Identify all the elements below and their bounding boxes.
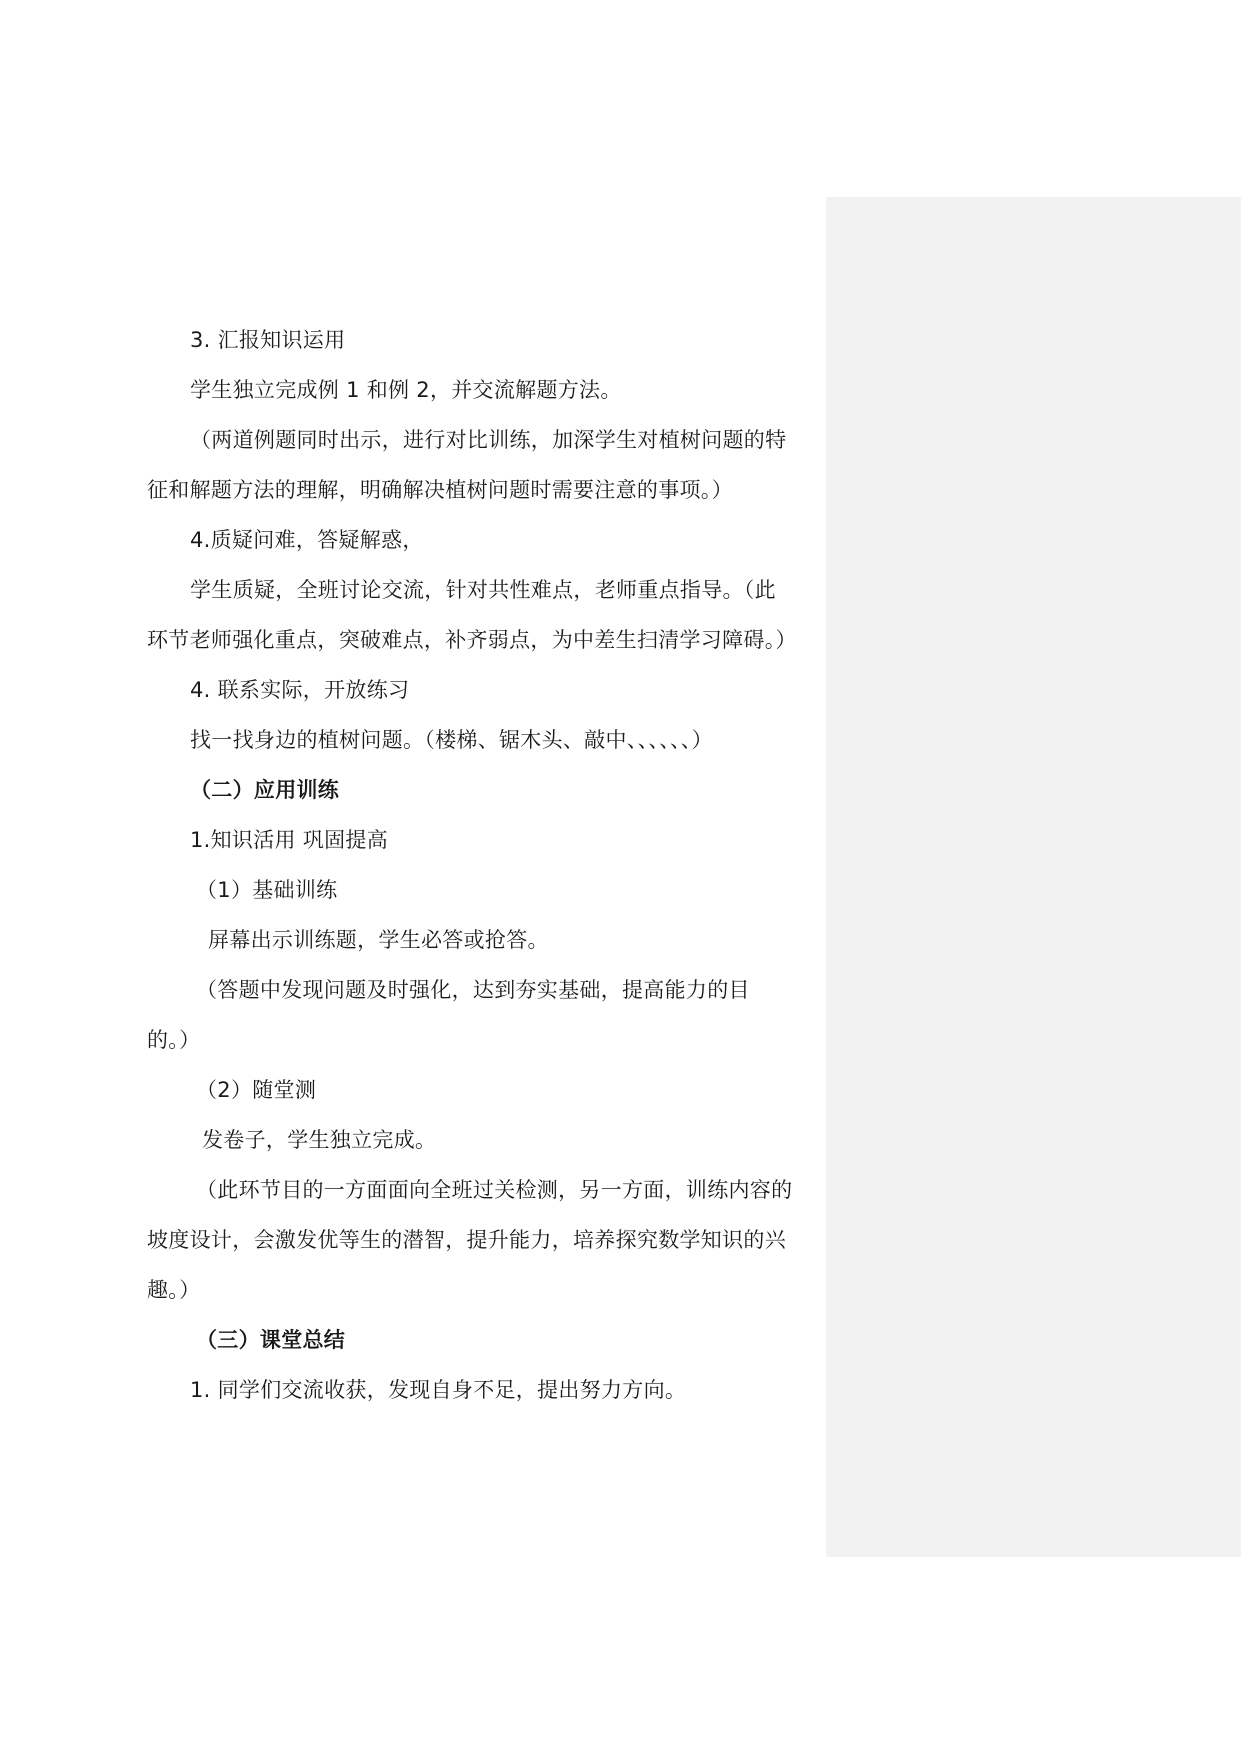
paragraph-line: 1. 同学们交流收获，发现自身不足，提出努力方向。 [190,1378,687,1402]
subsection-title: （1）基础训练 [196,878,338,902]
paragraph-line: （答题中发现问题及时强化，达到夯实基础，提高能力的目 [196,978,750,1002]
paragraph-line: 屏幕出示训练题，学生必答或抢答。 [208,928,549,952]
paragraph-line: 环节老师强化重点，突破难点，补齐弱点，为中差生扫清学习障碍。） [147,628,797,652]
paragraph-line: 坡度设计，会激发优等生的潜智，提升能力，培养探究数学知识的兴 [147,1228,786,1252]
subsection-title: （2）随堂测 [196,1078,317,1102]
paragraph-line: 趣。） [147,1278,201,1302]
comment-pane [826,197,1241,1557]
paragraph-line: 的。） [147,1028,201,1052]
subsection-title: 1.知识活用 巩固提高 [190,828,389,852]
paragraph-line: （此环节目的一方面面向全班过关检测，另一方面，训练内容的 [196,1178,793,1202]
paragraph-line: 发卷子，学生独立完成。 [202,1128,437,1152]
subsection-4b-title: 4. 联系实际，开放练习 [190,678,410,702]
subsection-3-title: 3. 汇报知识运用 [190,328,346,352]
paragraph-line: 学生独立完成例 1 和例 2，并交流解题方法。 [190,378,622,402]
subsection-4-title: 4.质疑问难，答疑解惑， [190,528,424,552]
section-heading-3: （三）课堂总结 [196,1328,346,1352]
paragraph-line: 征和解题方法的理解，明确解决植树问题时需要注意的事项。） [147,478,733,502]
paragraph-line: 学生质疑，全班讨论交流，针对共性难点，老师重点指导。（此 [190,578,776,602]
section-heading-2: （二）应用训练 [190,778,340,802]
paragraph-line: 找一找身边的植树问题。（楼梯、锯木头、敲中、、、、、、） [190,728,713,752]
paragraph-line: （两道例题同时出示，进行对比训练，加深学生对植树问题的特 [190,428,787,452]
